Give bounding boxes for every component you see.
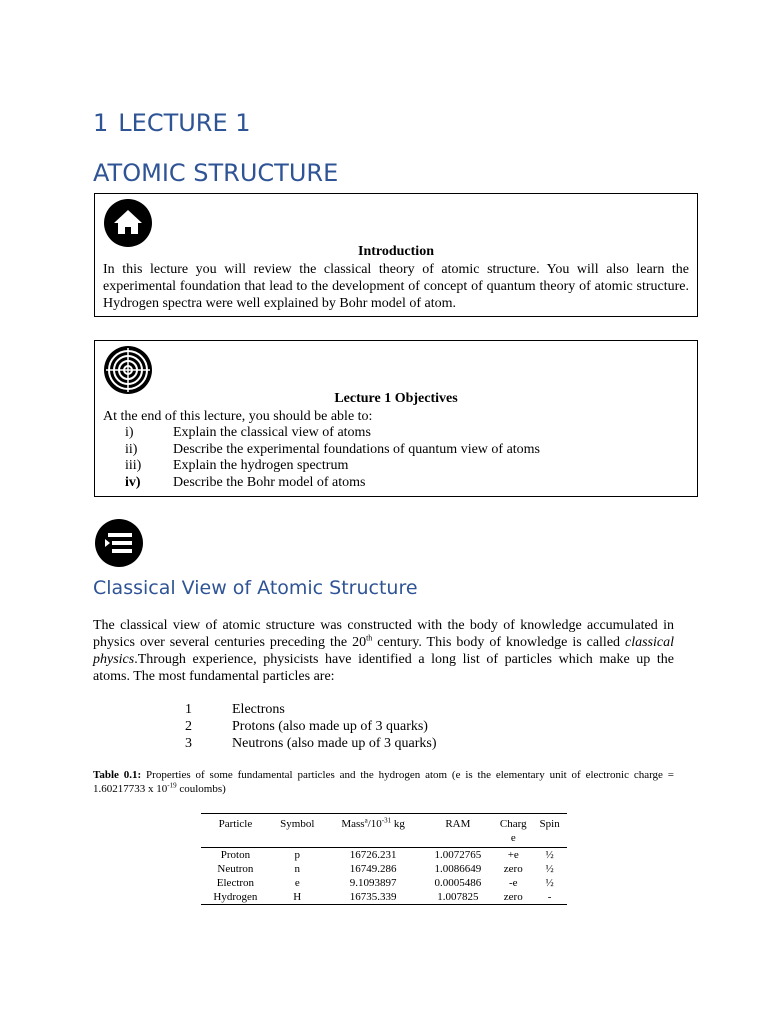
table-row: Proton p 16726.231 1.0072765 +e ½ bbox=[220, 849, 554, 861]
reading-icon bbox=[94, 518, 144, 568]
header-mass: $Mass^a/10^{-31}$ kg bbox=[341, 816, 405, 830]
table-header-row bbox=[201, 814, 567, 848]
header-symbol: Symbol bbox=[280, 818, 315, 830]
heading-title: LECTURE 1 bbox=[118, 109, 251, 137]
header-charge: Charg e bbox=[499, 818, 527, 844]
lecture-heading bbox=[93, 109, 251, 137]
header-particle: Particle bbox=[218, 818, 253, 830]
introduction-box bbox=[94, 193, 698, 317]
objectives-list bbox=[103, 425, 540, 491]
objectives-lead: At the end of this lecture, you should be able to: bbox=[103, 409, 373, 424]
heading-number: 1 bbox=[93, 109, 109, 137]
table-row: Hydrogen H 16735.339 1.007825 zero - bbox=[201, 890, 567, 905]
table-row: Neutron n 16749.286 1.0086649 zero ½ bbox=[217, 863, 554, 875]
table-caption: Table 0.1: Properties of some fundamental particles and the hydrogen atom (e is the elementary unit of electronic charge = 1.60217733 x $10^{-19}$ coulombs) bbox=[93, 769, 675, 795]
atomic-structure-heading: ATOMIC STRUCTURE bbox=[93, 159, 339, 187]
list-item: 1 Electrons bbox=[185, 702, 285, 717]
introduction-title: Introduction bbox=[358, 244, 434, 259]
introduction-text: In this lecture you will review the classical theory of atomic structure. You will also learn the experimental foundation that lead to the development of concept of quantum theory of atomic structure. Hydrogen spectra were well explained by Bohr model of atom. bbox=[103, 262, 689, 311]
list-item: 3 Neutrons (also made up of 3 quarks) bbox=[185, 735, 437, 751]
table-row: Electron e 9.1093897 0.0005486 -e ½ bbox=[216, 877, 554, 889]
section-paragraph: The classical view of atomic structure was constructed with the body of knowledge accumulated in physics over several centuries preceding the 20th century. This body of knowledge is called classical physics.Through experience, physicists have identified a long list of particles which make up the atoms. The most fundamental particles are: bbox=[93, 618, 674, 684]
objective-item: iii) Explain the hydrogen spectrum bbox=[125, 458, 349, 473]
home-icon bbox=[103, 198, 153, 248]
objective-item: i) Explain the classical view of atoms bbox=[125, 425, 371, 440]
header-ram: RAM bbox=[445, 818, 471, 830]
particles-list bbox=[185, 702, 437, 752]
objective-item: ii) Describe the experimental foundations of quantum view of atoms bbox=[125, 441, 541, 457]
section-title: Classical View of Atomic Structure bbox=[93, 577, 418, 599]
header-spin: Spin bbox=[539, 818, 560, 830]
objective-item: iv) Describe the Bohr model of atoms bbox=[125, 474, 366, 490]
objectives-box bbox=[94, 340, 698, 497]
target-icon bbox=[103, 345, 153, 395]
properties-table bbox=[201, 813, 567, 905]
objectives-title: Lecture 1 Objectives bbox=[334, 391, 458, 406]
list-item: 2 Protons (also made up of 3 quarks) bbox=[185, 718, 428, 734]
